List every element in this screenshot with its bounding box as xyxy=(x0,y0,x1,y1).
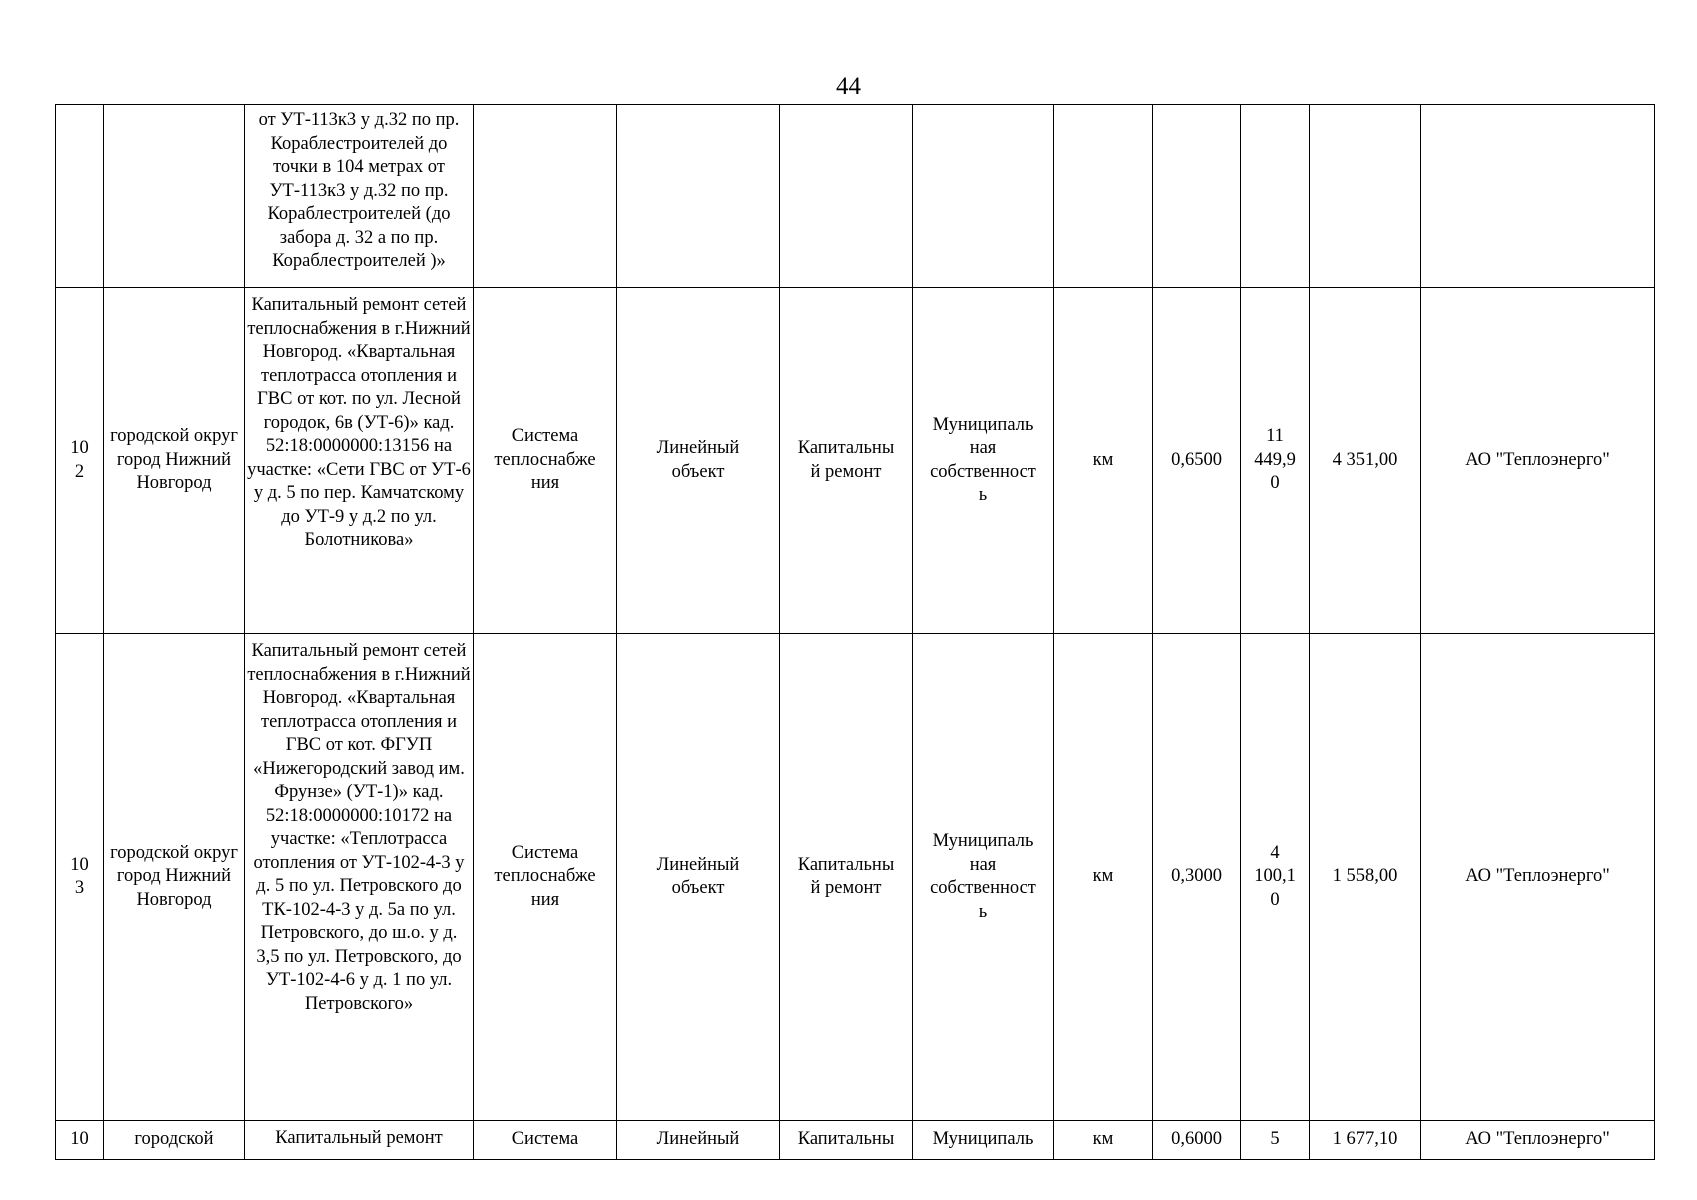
ownership-cell: Муниципаль ная собственност ь xyxy=(913,634,1054,1121)
cost-total-cell: 11 449,9 0 xyxy=(1241,288,1310,634)
cost-year-cell: 1 558,00 xyxy=(1310,634,1421,1121)
object-type-cell xyxy=(617,105,780,288)
object-type-cell: Линейный xyxy=(617,1121,780,1160)
table-row xyxy=(56,288,1655,634)
work-type-cell: Капитальны xyxy=(780,1121,913,1160)
cost-year-cell xyxy=(1310,105,1421,288)
table-row xyxy=(56,105,1655,288)
territory-cell xyxy=(104,105,245,288)
length-cell: 0,6500 xyxy=(1153,288,1241,634)
description-cell: Капитальный ремонт xyxy=(245,1121,474,1160)
work-type-cell: Капитальны й ремонт xyxy=(780,288,913,634)
territory-cell: городской округ город Нижний Новгород xyxy=(104,634,245,1121)
cost-year-cell: 4 351,00 xyxy=(1310,288,1421,634)
unit-cell: км xyxy=(1054,1121,1153,1160)
organization-cell: АО "Теплоэнерго" xyxy=(1421,1121,1655,1160)
cost-year-cell: 1 677,10 xyxy=(1310,1121,1421,1160)
length-cell: 0,6000 xyxy=(1153,1121,1241,1160)
organization-cell: АО "Теплоэнерго" xyxy=(1421,288,1655,634)
description-cell: от УТ-113к3 у д.32 по пр. Кораблестроителей до точки в 104 метрах от УТ-113к3 у д.32 по пр. Кораблестроителей (до забора д. 32 а по пр. Кораблестроителей )» xyxy=(245,105,474,288)
length-cell xyxy=(1153,105,1241,288)
description-cell: Капитальный ремонт сетей теплоснабжения в г.Нижний Новгород. «Квартальная теплотрасса отопления и ГВС от кот. ФГУП «Нижегородский завод им. Фрунзе» (УТ-1)» кад. 52:18:0000000:10172 на участке: «Теплотрасса отопления от УТ-102-4-3 у д. 5 по ул. Петровского до ТК-102-4-3 у д. 5а по ул. Петровского, до ш.о. у д. 3,5 по ул. Петровского, до УТ-102-4-6 у д. 1 по ул. Петровского» xyxy=(245,634,474,1121)
works-table xyxy=(55,104,1655,1160)
system-cell: Система xyxy=(474,1121,617,1160)
table-row xyxy=(56,1121,1655,1160)
cost-total-cell xyxy=(1241,105,1310,288)
description-cell: Капитальный ремонт сетей теплоснабжения в г.Нижний Новгород. «Квартальная теплотрасса отопления и ГВС от кот. по ул. Лесной городок, 6в (УТ-6)» кад. 52:18:0000000:13156 на участке: «Сети ГВС от УТ-6 у д. 5 по пер. Камчатскому до УТ-9 у д.2 по ул. Болотникова» xyxy=(245,288,474,634)
organization-cell xyxy=(1421,105,1655,288)
work-type-cell: Капитальны й ремонт xyxy=(780,634,913,1121)
ownership-cell xyxy=(913,105,1054,288)
length-cell: 0,3000 xyxy=(1153,634,1241,1121)
system-cell: Система теплоснабже ния xyxy=(474,634,617,1121)
unit-cell xyxy=(1054,105,1153,288)
page-number: 44 xyxy=(836,73,861,100)
territory-cell: городской xyxy=(104,1121,245,1160)
row-number: 10 3 xyxy=(56,634,104,1121)
ownership-cell: Муниципаль xyxy=(913,1121,1054,1160)
organization-cell: АО "Теплоэнерго" xyxy=(1421,634,1655,1121)
row-number: 10 xyxy=(56,1121,104,1160)
table-row xyxy=(56,634,1655,1121)
row-number xyxy=(56,105,104,288)
territory-cell: городской округ город Нижний Новгород xyxy=(104,288,245,634)
ownership-cell: Муниципаль ная собственност ь xyxy=(913,288,1054,634)
cost-total-cell: 4 100,1 0 xyxy=(1241,634,1310,1121)
work-type-cell xyxy=(780,105,913,288)
system-cell xyxy=(474,105,617,288)
system-cell: Система теплоснабже ния xyxy=(474,288,617,634)
unit-cell: км xyxy=(1054,634,1153,1121)
object-type-cell: Линейный объект xyxy=(617,288,780,634)
unit-cell: км xyxy=(1054,288,1153,634)
row-number: 10 2 xyxy=(56,288,104,634)
object-type-cell: Линейный объект xyxy=(617,634,780,1121)
cost-total-cell: 5 xyxy=(1241,1121,1310,1160)
